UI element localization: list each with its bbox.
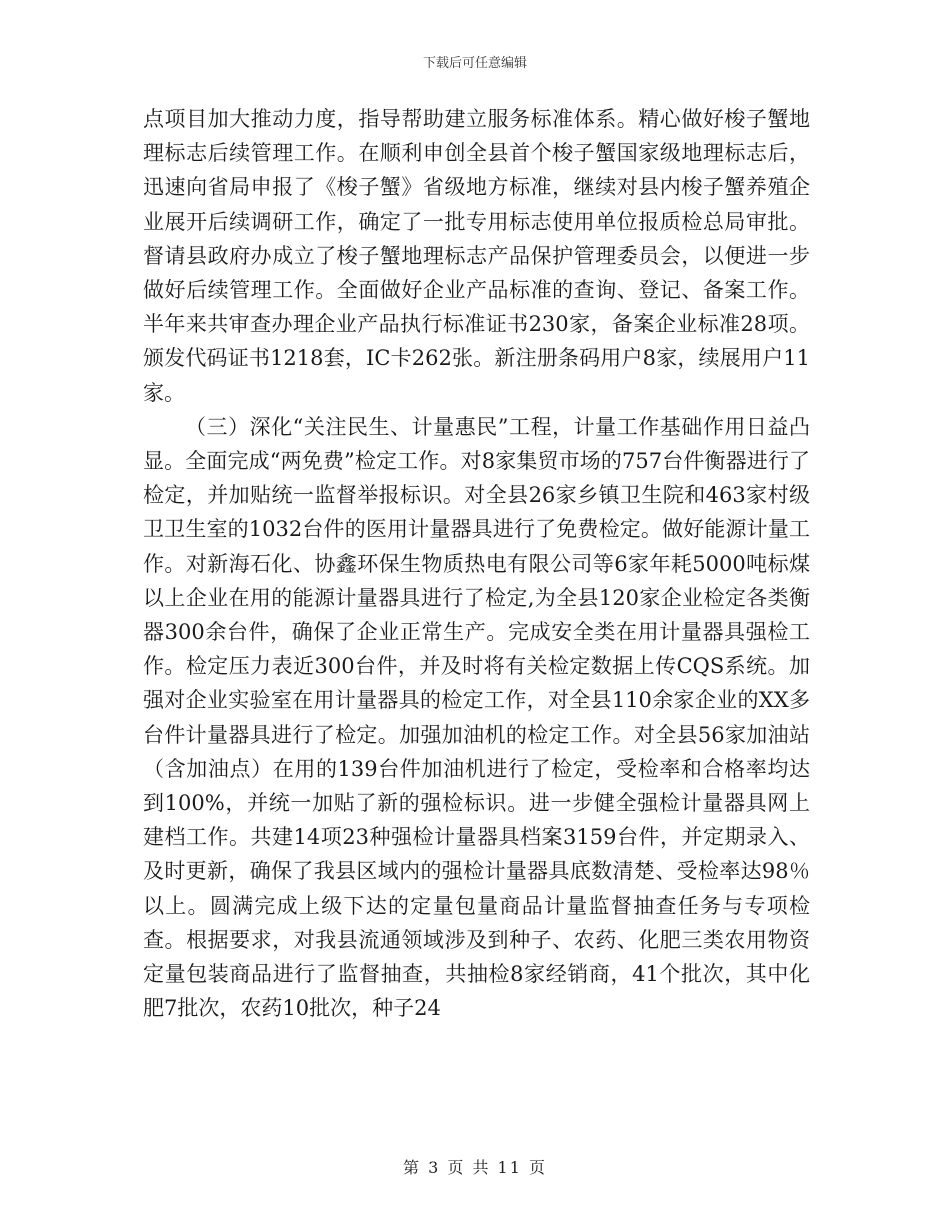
paragraph-metrology: （三）深化“关注民生、计量惠民”工程，计量工作基础作用日益凸显。全面完成“两免费”检定工作。对8家集贸市场的757台件衡器进行了检定，并加贴统一监督举报标识。对全县26家乡镇卫生院和463家村级卫卫生室的1032台件的医用计量器具进行了免费检定。做好能源计量工作。对新海石化、协鑫环保生物质热电有限公司等6家年耗5000吨标煤以上企业在用的能源计量器具进行了检定,为全县120家企业检定各类衡器300余台件，确保了企业正常生产。完成安全类在用计量器具强检工作。检定压力表近300台件，并及时将有关检定数据上传CQS系统。加强对企业实验室在用计量器具的检定工作，对全县110余家企业的XX多台件计量器具进行了检定。加强加油机的检定工作。对全县56家加油站（含加油点）在用的139台件加油机进行了检定，受检率和合格率均达到100%，并统一加贴了新的强检标识。进一步健全强检计量器具网上建档工作。共建14项23种强检计量器具档案3159台件，并定期录入、及时更新，确保了我县区域内的强检计量器具底数清楚、受检率达98％以上。圆满完成上级下达的定量包量商品计量监督抽查任务与专项检查。根据要求，对我县流通领域涉及到种子、农药、化肥三类农用物资定量包装商品进行了监督抽查，共抽检8家经销商，41个批次，其中化肥7批次，农药10批次，种子24 (143, 414, 810, 1021)
document-body (143, 102, 810, 1025)
page-footer: 第 3 页 共 11 页 (403, 1158, 547, 1177)
paragraph-standards: 点项目加大推动力度，指导帮助建立服务标准体系。精心做好梭子蟹地理标志后续管理工作。在顺利申创全县首个梭子蟹国家级地理标志后，迅速向省局申报了《梭子蟹》省级地方标准，继续对县内梭子蟹养殖企业展开后续调研工作，确定了一批专用标志使用单位报质检总局审批。督请县政府办成立了梭子蟹地理标志产品保护管理委员会，以便进一步做好后续管理工作。全面做好企业产品标准的查询、登记、备案工作。半年来共审查办理企业产品执行标准证书230家，备案企业标准28项。颁发代码证书1218套，IC卡262张。新注册条码用户8家，续展用户11家。 (143, 107, 810, 405)
page-header: 下载后可任意编辑 (422, 56, 527, 71)
